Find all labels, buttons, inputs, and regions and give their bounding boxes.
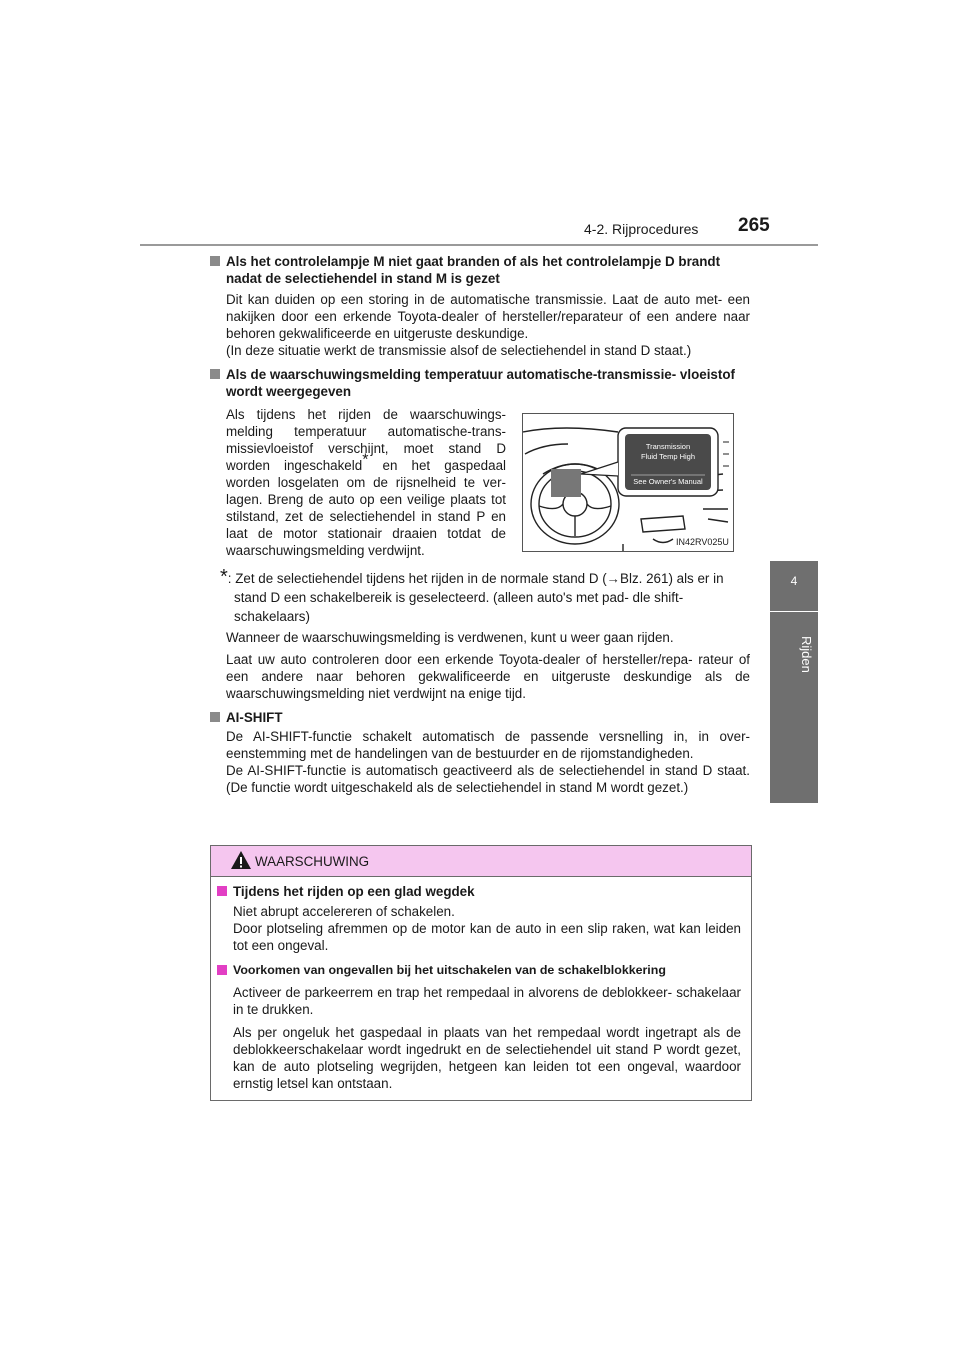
square-bullet-icon bbox=[210, 712, 220, 722]
figure-code: IN42RV025U bbox=[676, 537, 729, 547]
steering-wheel-illustration bbox=[523, 414, 733, 551]
page-number: 265 bbox=[738, 215, 770, 236]
square-bullet-icon bbox=[217, 886, 227, 896]
display-line: See Owner's Manual bbox=[633, 477, 703, 486]
warning-triangle-icon bbox=[230, 850, 252, 870]
paragraph: (In deze situatie werkt de transmissie alsof de selectiehendel in stand D staat.) bbox=[226, 343, 692, 358]
square-bullet-icon bbox=[210, 369, 220, 379]
paragraph: De AI-SHIFT-functie is automatisch geactiveerd als de selectiehendel in stand D staat. (De functie wordt uitgeschakeld als de selectiehendel in stand M wordt gezet.) bbox=[226, 763, 750, 795]
square-bullet-icon bbox=[210, 256, 220, 266]
warning-paragraph: Als per ongeluk het gaspedaal in plaats van het rempedaal wordt ingetrapt als de deblokkeerschakelaar wordt ingedrukt en de selectiehendel uit stand P wordt gezet, kan de auto plotseling wegrijden, hetgeen kan leiden tot een ongeval, waardoor ernstig letsel kan ontstaan. bbox=[233, 1025, 741, 1091]
warning-body bbox=[211, 877, 751, 1092]
chapter-number: 4 bbox=[790, 574, 798, 588]
header-divider bbox=[140, 244, 818, 246]
warning-item-heading: Voorkomen van ongevallen bij het uitschakelen van de schakelblokkering bbox=[217, 962, 741, 979]
chapter-tab-divider bbox=[770, 611, 818, 612]
paragraph: Dit kan duiden op een storing in de automatische transmissie. Laat de auto met- een nakijken door een erkende Toyota-dealer of hersteller/reparateur of een andere naar behoren gekwalificeerde en uitgeruste deskundige. bbox=[226, 292, 750, 341]
display-line: Fluid Temp High bbox=[640, 452, 696, 461]
footnote: *: Zet de selectiehendel tijdens het rijden in de normale stand D (→Blz. 261) als er in stand D een schakelbereik is geselecteerd. (alleen auto's met pad- dle shift-schakelaars) bbox=[220, 566, 724, 624]
warning-paragraph: Niet abrupt accelereren of schakelen. bbox=[233, 904, 455, 919]
chapter-label: Rijden bbox=[799, 636, 814, 673]
warning-header bbox=[211, 846, 751, 877]
paragraph: Wanneer de waarschuwingsmelding is verdwenen, kunt u weer gaan rijden. bbox=[226, 630, 674, 645]
dashboard-warning-illustration bbox=[522, 413, 734, 552]
warning-paragraph: Activeer de parkeerrem en trap het rempedaal in alvorens de deblokkeer- schakelaar in te drukken. bbox=[233, 985, 741, 1017]
section-heading: AI-SHIFT bbox=[210, 709, 750, 726]
warning-box bbox=[210, 845, 752, 1101]
display-line: Transmission bbox=[645, 442, 691, 451]
warning-title: WAARSCHUWING bbox=[255, 854, 370, 869]
section-heading: Als het controlelampje M niet gaat branden of als het controlelampje D brandt nadat de selectiehendel in stand M is gezet bbox=[210, 253, 750, 287]
paragraph: Laat uw auto controleren door een erkende Toyota-dealer of hersteller/repa- rateur of een andere naar behoren gekwalificeerde en uitgeruste deskundige als de waarschuwingsmelding niet verdwijnt na enige tijd. bbox=[226, 652, 750, 701]
paragraph: De AI-SHIFT-functie schakelt automatisch de passende versnelling in, in over- eenstemming met de handelingen van de bestuurder en de rijomstandigheden. bbox=[226, 729, 750, 761]
warning-item-heading: Tijdens het rijden op een glad wegdek bbox=[217, 883, 741, 900]
paragraph: Als tijdens het rijden de waarschuwings- melding temperatuur automatische-trans- missievloeistof verschijnt, moet stand D worden ingeschakeld* en het gaspedaal worden losgelaten om de rijsnelheid te ver- lagen. Breng de auto op een veilige plaats tot stilstand, zet de selectiehendel in stand P en laat de motor stationair draaien totdat de waarschuwingsmelding verdwijnt. bbox=[226, 407, 506, 558]
square-bullet-icon bbox=[217, 965, 227, 975]
warning-paragraph: Door plotseling afremmen op de motor kan de auto in een slip raken, wat kan leiden tot een ongeval. bbox=[233, 921, 741, 953]
section-title: 4-2. Rijprocedures bbox=[584, 221, 699, 237]
section-heading: Als de waarschuwingsmelding temperatuur automatische-transmissie- vloeistof wordt weergegeven bbox=[210, 366, 750, 400]
